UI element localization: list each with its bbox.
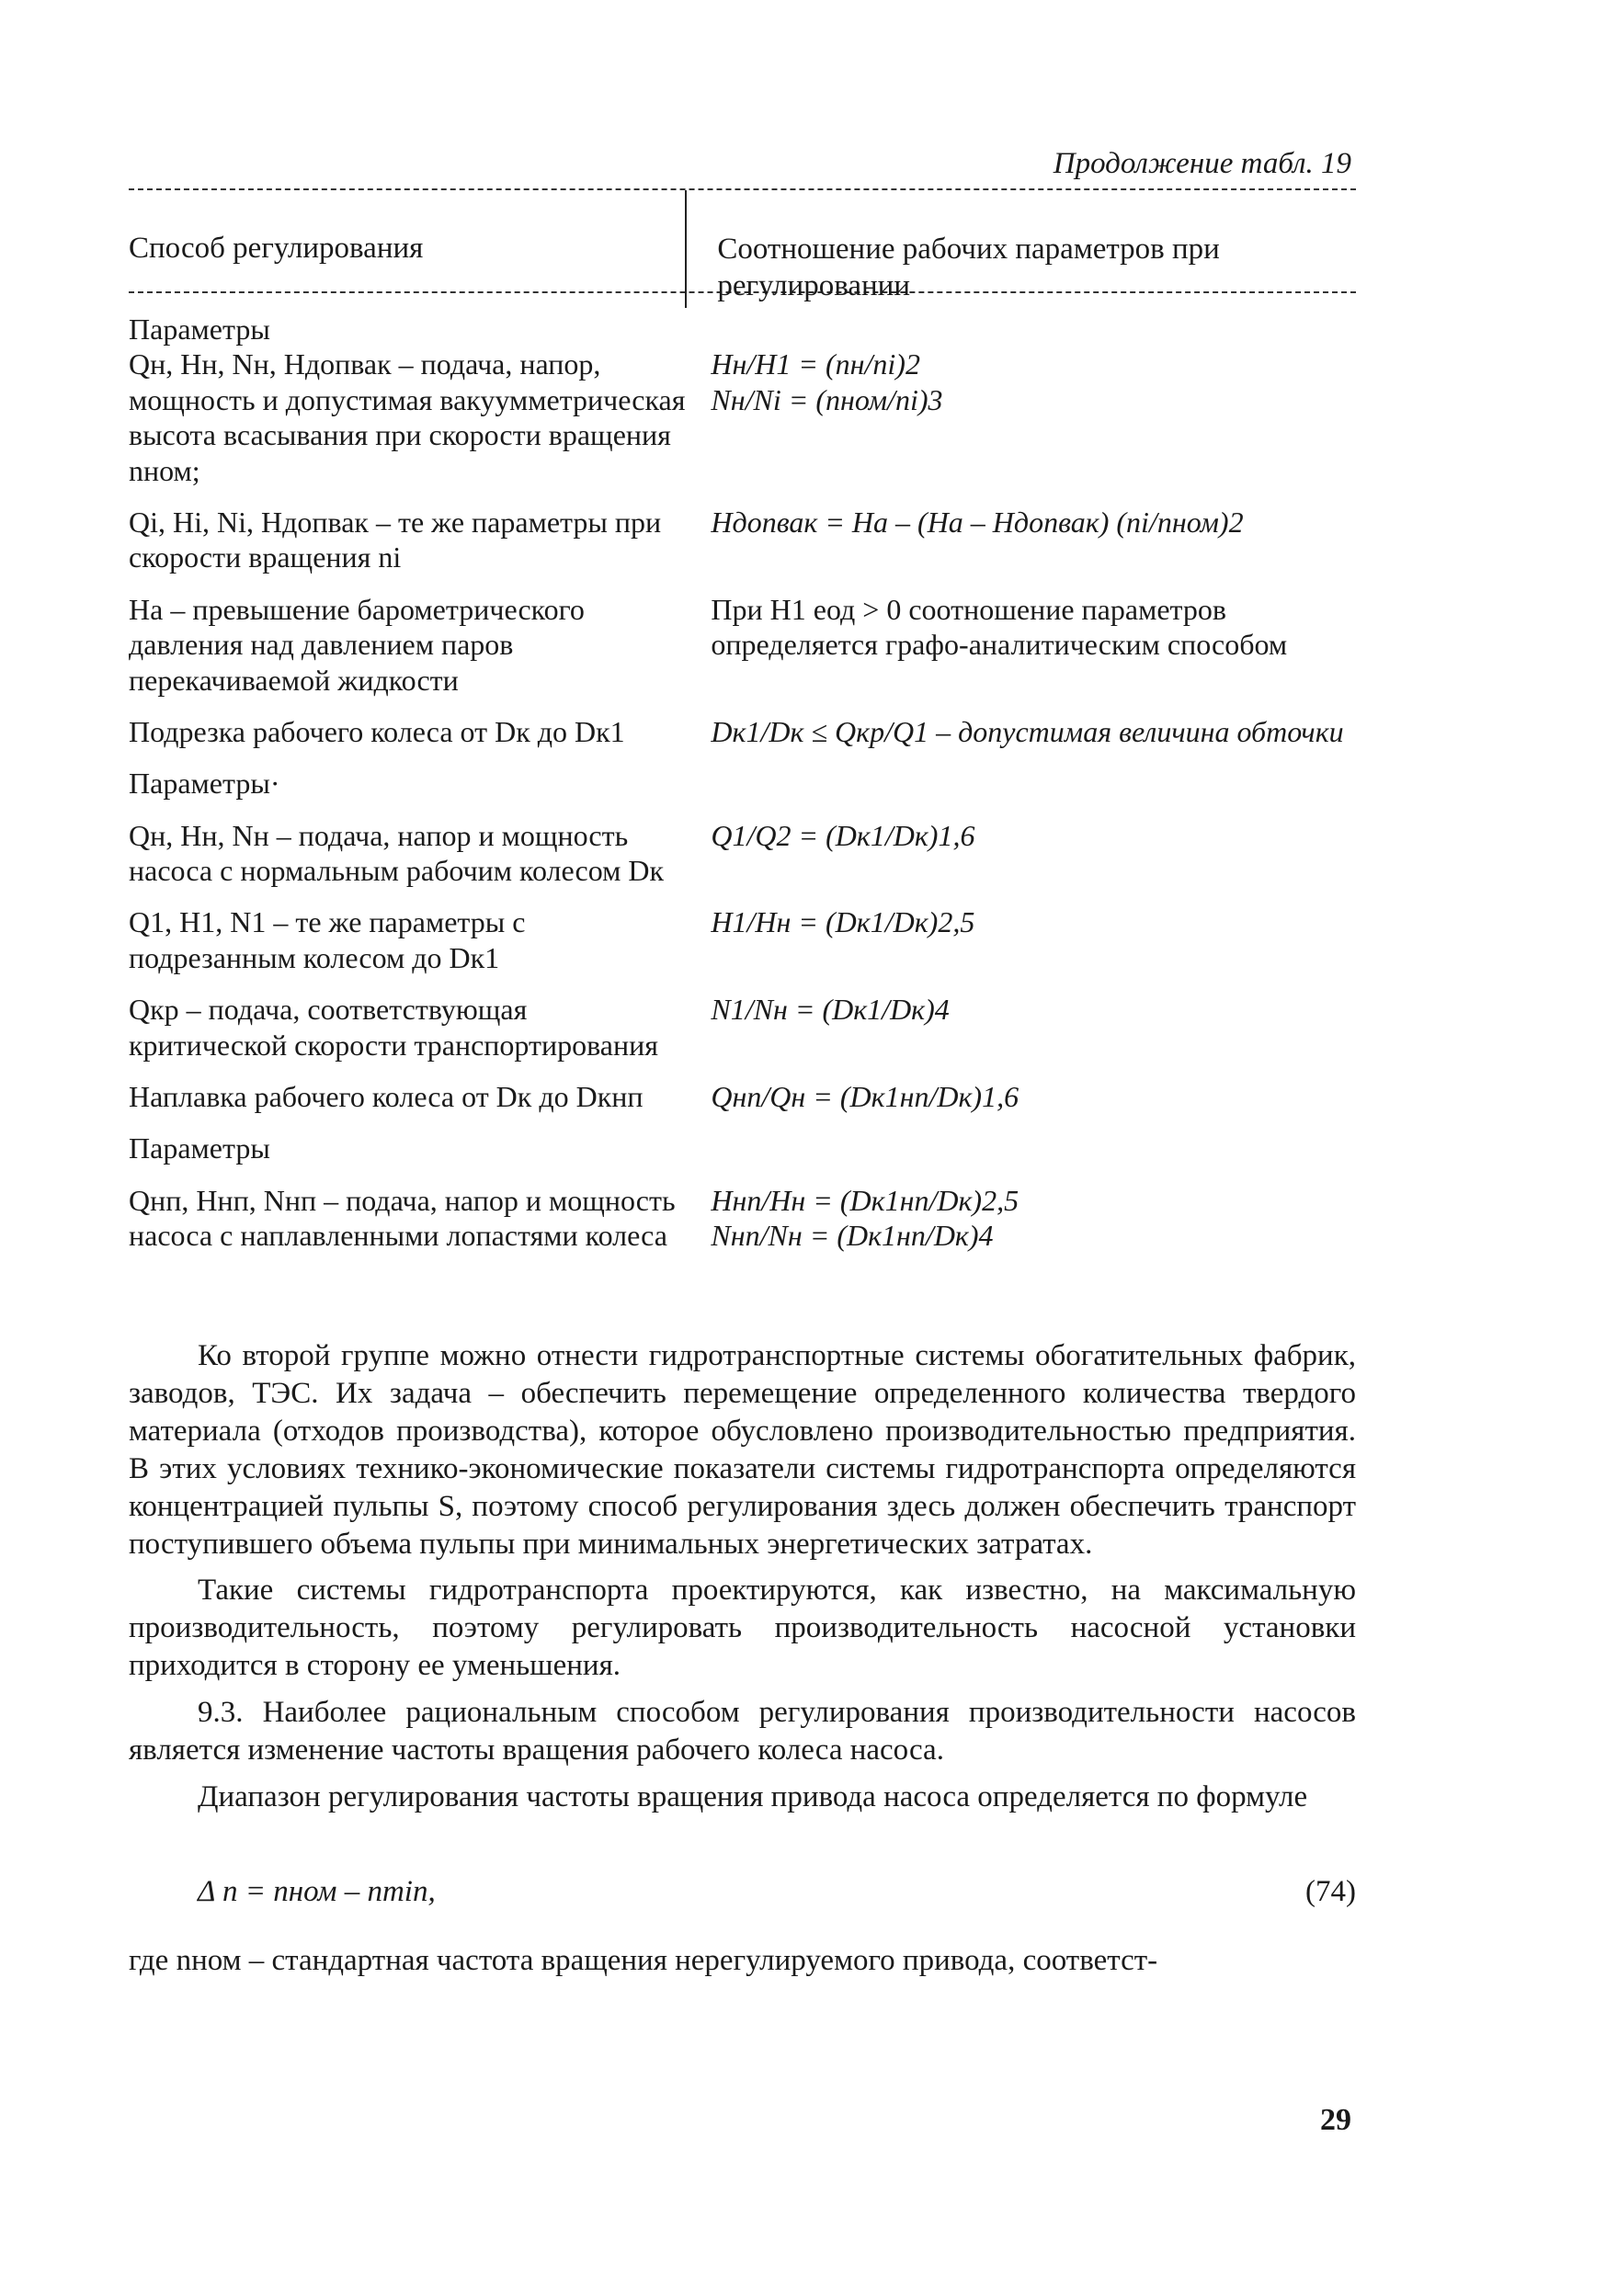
formula-74: [198, 1875, 1356, 1909]
row-relation: Hн/H1 = (nн/ni)2 Nн/Ni = (nном/ni)3: [711, 347, 943, 416]
table-row: [129, 766, 1356, 801]
table-row: [129, 1183, 1356, 1254]
table-row: [129, 592, 1356, 698]
row-relation: H1/Hн = (Dк1/Dк)2,5: [711, 905, 975, 939]
column-header-method: Способ регулирования: [129, 232, 424, 265]
paragraph: 9.3. Наиболее рациональным способом регулирования производительности насосов является изменение частоты вращения рабочего колеса насоса.: [129, 1696, 1356, 1767]
row-method: Qi, Hi, Ni, Hдопвак – те же параметры при скорости вращения ni: [129, 505, 662, 574]
table-row: [129, 1079, 1356, 1114]
regulation-table: [129, 188, 1356, 1254]
row-method: Qкр – подача, соответствующая критической скорости транспортирования: [129, 993, 658, 1062]
row-relation: Qнп/Qн = (Dк1нп/Dк)1,6: [711, 1080, 1019, 1114]
row-method: Qн, Hн, Nн – подача, напор и мощность насоса с нормальным рабочим колесом Dк: [129, 818, 665, 888]
table-row: [129, 505, 1356, 575]
table-row: [129, 347, 1356, 488]
page-number: 29: [1320, 2103, 1351, 2137]
row-relation: Dк1/Dк ≤ Qкр/Q1 – допустимая величина обточки: [711, 714, 1344, 748]
table-header: [129, 190, 1356, 302]
paragraph: Такие системы гидротранспорта проектируются, как известно, на максимальную производительность, поэтому регулировать производительность насосной установки приходится в сторону ее уменьшения.: [129, 1574, 1356, 1683]
row-method: Наплавка рабочего колеса от Dк до Dкнп: [129, 1080, 644, 1114]
row-relation: При H1 еод > 0 соотношение параметров определяется графо-аналитическим способом: [711, 592, 1288, 662]
table-row: [129, 714, 1356, 749]
row-relation: Q1/Q2 = (Dк1/Dк)1,6: [711, 818, 975, 852]
paragraph: Ко второй группе можно отнести гидротранспортные системы обогатительных фабрик, заводов, ТЭС. Их задача – обеспечить перемещение определенного количества твердого материала (отходов производства), которое обусловлено производительностью предприятия. В этих условиях технико-экономические показатели системы гидротранспорта определяются концентрацией пульпы S, поэтому способ регулирования здесь должен обеспечить транспорт поступившего объема пульпы при минимальных энергетических затратах.: [129, 1339, 1356, 1561]
table-row: [129, 904, 1356, 975]
row-relation: [688, 766, 1356, 801]
row-method: Параметры·: [129, 767, 280, 801]
row-method: Qн, Hн, Nн, Hдопвак – подача, напор, мощность и допустимая вакуумметрическая высота всасывания при скорости вращения nном;: [129, 347, 686, 487]
paragraph: Диапазон регулирования частоты вращения привода насоса определяется по формуле: [198, 1779, 1308, 1813]
row-method: Q1, H1, N1 – те же параметры с подрезанным колесом до Dк1: [129, 905, 526, 974]
header-divider: [685, 190, 687, 308]
row-relation: [688, 1131, 1356, 1165]
row-method: Подрезка рабочего колеса от Dк до Dк1: [129, 714, 625, 748]
row-method: Параметры: [129, 1131, 270, 1165]
row-relation: [688, 312, 1356, 347]
table-body: [129, 312, 1356, 1254]
table-row: [129, 818, 1356, 889]
row-relation: Hдопвак = Hа – (Hа – Hдопвак) (ni/nном)2: [711, 505, 1244, 539]
row-method: Hа – превышение барометрического давления над давлением паров перекачиваемой жидкости: [129, 592, 585, 697]
table-continuation-label: Продолжение табл. 19: [1053, 147, 1351, 180]
row-relation: N1/Nн = (Dк1/Dк)4: [711, 993, 950, 1027]
formula-expression: Δ n = nном – nmin,: [198, 1875, 436, 1908]
row-method: Qнп, Hнп, Nнп – подача, напор и мощность насоса с наплавленными лопастями колеса: [129, 1183, 676, 1253]
formula-number: (74): [1305, 1875, 1356, 1908]
table-row: [129, 1131, 1356, 1165]
row-method: Параметры: [129, 313, 270, 346]
column-header-relation: Соотношение рабочих параметров при регулировании: [717, 233, 1220, 302]
body-text: [129, 1337, 1356, 1825]
where-line: где nном – стандартная частота вращения нерегулируемого привода, соответст-: [129, 1944, 1158, 1977]
row-relation: Hнп/Hн = (Dк1нп/Dк)2,5 Nнп/Nн = (Dк1нп/Dк)4: [711, 1183, 1019, 1253]
table-row: [129, 312, 1356, 347]
table-row: [129, 992, 1356, 1063]
